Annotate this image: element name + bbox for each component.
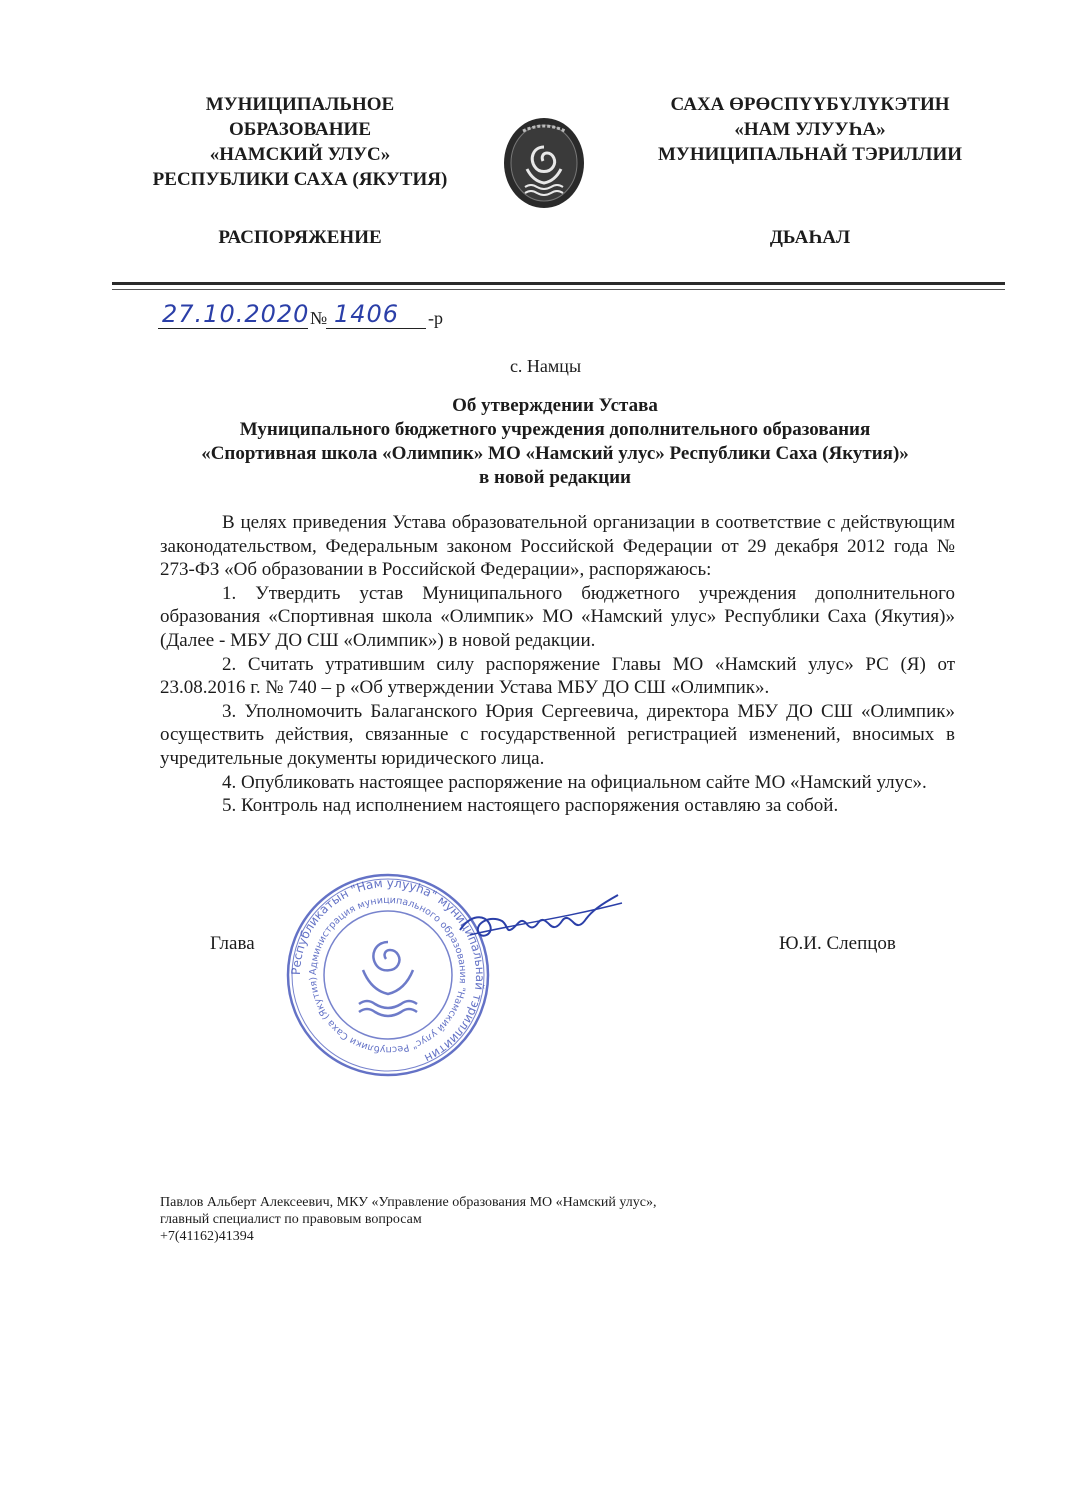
footer-line: +7(41162)41394 [160,1229,254,1244]
signatory-position: Глава [210,933,255,954]
header-divider [112,282,1005,285]
body-paragraph: 5. Контроль над исполнением настоящего распоряжения оставляю за собой. [222,795,839,817]
date-blank [158,328,308,329]
title-line: в новой редакции [479,467,631,488]
footer-line: главный специалист по правовым вопросам [160,1212,422,1227]
header-right-line: САХА ӨРӨСПҮҮБҮЛҮКЭТИН [670,94,950,115]
svg-text:Администрация муниципального о [308,895,468,1055]
header-left-line: ОБРАЗОВАНИЕ [229,119,371,140]
header-left-line: МУНИЦИПАЛЬНОЕ [205,94,395,115]
body-paragraph: В целях приведения Устава образовательной организации в соответствие с действующим законодательством, Федеральным законом Российской Федерации от 29 декабря 2012 года № 273-ФЗ «Об образовании в Российской Федерации», распоряжаюсь: [160,512,955,581]
stamp-outer-text: Республикатын "Нам улууһа" муниципальнай тэриллиитин [288,875,488,1066]
coat-of-arms-icon [503,117,585,209]
header-left-line: «НАМСКИЙ УЛУС» [209,144,391,165]
stamp-inner-text: Администрация муниципального образования "Намский улус" Республики Саха (Якутия) [307,894,469,1056]
title-line: Муниципального бюджетного учреждения дополнительного образования [239,419,871,440]
registration-line [158,296,458,336]
body-paragraph: 2. Считать утратившим силу распоряжение Главы МО «Намский улус» РС (Я) от 23.08.2016 г. № 740 – р «Об утверждении Устава МБУ ДО СШ «Олимпик». [160,653,955,699]
header-right-block [610,92,1010,167]
handwritten-number: 1406 [334,300,400,328]
handwritten-date: 27.10.2020 [162,300,310,328]
header-left-block [110,92,490,192]
executor-info [160,1194,656,1245]
signatory-name: Ю.И. Слепцов [779,933,896,954]
doc-type-left: РАСПОРЯЖЕНИЕ [218,227,382,248]
number-sign: № [310,308,328,328]
handwritten-signature-icon [450,885,630,955]
title-line: «Спортивная школа «Олимпик» МО «Намский улус» Республики Саха (Якутия)» [201,443,909,464]
header-left-line: РЕСПУБЛИКИ САХА (ЯКУТИЯ) [152,169,448,190]
header-divider-thin [112,289,1005,290]
document-title [140,394,970,490]
number-suffix: -р [428,308,443,328]
doc-type-right: ДЬАҺАЛ [769,227,851,248]
body-paragraph: 1. Утвердить устав Муниципального бюджетного учреждения дополнительного образования «Спортивная школа «Олимпик» МО «Намский улус» Республики Саха (Якутия)» (Далее - МБУ ДО СШ «Олимпик») в новой редакции. [160,582,955,651]
number-blank [326,328,426,329]
header-right-line: «НАМ УЛУУҺА» [734,119,886,140]
body-paragraph: 3. Уполномочить Балаганского Юрия Сергеевича, директора МБУ ДО СШ «Олимпик» осуществить действия, связанные с государственной регистрацией изменений, вносимых в учредительные документы юридического лица. [160,700,955,769]
document-body [160,511,955,818]
footer-line: Павлов Альберт Алексеевич, МКУ «Управление образования МО «Намский улус», [160,1195,657,1210]
body-paragraph: 4. Опубликовать настоящее распоряжение на официальном сайте МО «Намский улус». [222,771,927,793]
header-right-line: МУНИЦИПАЛЬНАЙ ТЭРИЛЛИИ [657,144,963,165]
title-line: Об утверждении Устава [452,395,658,416]
place-name: с. Намцы [509,356,582,376]
